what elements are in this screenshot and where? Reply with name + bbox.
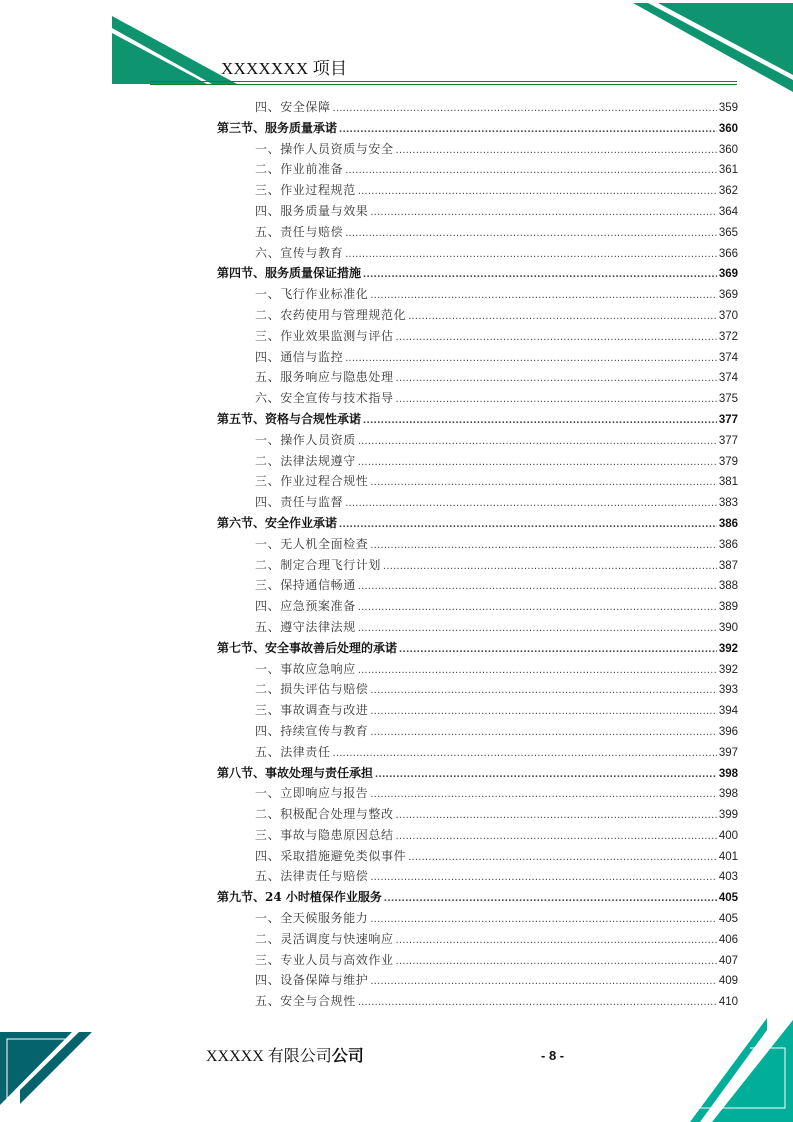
toc-subsection-entry[interactable] — [217, 908, 738, 929]
toc-subsection-entry[interactable] — [217, 825, 738, 846]
toc-dot-leader — [370, 535, 716, 556]
toc-entry-page-number: 398 — [718, 788, 738, 801]
toc-entry-label: 第七节、安全事故善后处理的承诺 — [217, 640, 398, 655]
toc-subsection-entry[interactable] — [217, 367, 738, 388]
toc-entry-page-number: 407 — [718, 954, 738, 967]
toc-subsection-entry[interactable] — [217, 617, 738, 638]
toc-entry-label: 二、制定合理飞行计划 — [255, 557, 382, 572]
toc-entry-page-number: 377 — [718, 413, 738, 426]
toc-section-entry[interactable] — [217, 513, 738, 534]
header-left-triangle-decoration — [112, 16, 237, 84]
toc-entry-page-number: 392 — [718, 663, 738, 676]
toc-dot-leader — [396, 951, 717, 972]
toc-entry-label: 三、专业人员与高效作业 — [255, 952, 394, 967]
toc-section-entry[interactable] — [217, 409, 738, 430]
toc-subsection-entry[interactable] — [217, 742, 738, 763]
toc-entry-page-number: 360 — [718, 143, 738, 156]
toc-entry-page-number: 390 — [718, 621, 738, 634]
toc-entry-label: 二、农药使用与管理规范化 — [255, 307, 407, 322]
toc-entry-page-number: 399 — [718, 809, 738, 822]
company-name-bold: 公司 — [331, 1046, 364, 1065]
toc-subsection-entry[interactable] — [217, 471, 738, 492]
toc-entry-page-number: 401 — [718, 850, 738, 863]
toc-subsection-entry[interactable] — [217, 326, 738, 347]
toc-subsection-entry[interactable] — [217, 700, 738, 721]
toc-dot-leader — [333, 98, 717, 119]
toc-dot-leader — [358, 576, 717, 597]
toc-entry-page-number: 400 — [718, 829, 738, 842]
toc-dot-leader — [408, 847, 717, 868]
footer-right-triangle-decoration — [690, 1018, 793, 1122]
toc-entry-page-number: 389 — [718, 601, 738, 614]
toc-entry-label: 一、飞行作业标准化 — [255, 287, 369, 302]
toc-entry-label: 一、立即响应与报告 — [255, 786, 369, 801]
toc-entry-label: 二、灵活调度与快速响应 — [255, 931, 394, 946]
toc-section-entry[interactable] — [217, 763, 738, 784]
toc-dot-leader — [370, 722, 716, 743]
toc-dot-leader — [384, 888, 717, 909]
toc-entry-page-number: 387 — [718, 559, 738, 572]
toc-entry-page-number: 366 — [718, 247, 738, 260]
toc-entry-page-number: 396 — [718, 725, 738, 738]
toc-entry-label: 三、事故调查与改进 — [255, 703, 369, 718]
toc-entry-label: 四、设备保障与维护 — [255, 973, 369, 988]
toc-dot-leader — [396, 826, 717, 847]
toc-subsection-entry[interactable] — [217, 679, 738, 700]
toc-entry-page-number: 383 — [718, 497, 738, 510]
toc-entry-page-number: 379 — [718, 455, 738, 468]
toc-dot-leader — [370, 202, 716, 223]
toc-dot-leader — [358, 618, 717, 639]
toc-dot-leader — [370, 701, 716, 722]
toc-entry-page-number: 377 — [718, 434, 738, 447]
toc-section-entry[interactable] — [217, 263, 738, 284]
toc-dot-leader — [363, 264, 717, 285]
toc-entry-label: 六、宣传与教育 — [255, 245, 344, 260]
toc-dot-leader — [358, 992, 717, 1013]
company-name-prefix: XXXXX 有限公司 — [206, 1048, 332, 1065]
toc-dot-leader — [370, 285, 716, 306]
toc-subsection-entry[interactable] — [217, 139, 738, 160]
toc-subsection-entry[interactable] — [217, 555, 738, 576]
toc-dot-leader — [363, 410, 717, 431]
toc-entry-label: 第六节、安全作业承诺 — [217, 515, 338, 530]
footer-left-triangle-decoration — [0, 1032, 95, 1107]
toc-subsection-entry[interactable] — [217, 929, 738, 950]
toc-subsection-entry[interactable] — [217, 970, 738, 991]
toc-entry-label: 四、持续宣传与教育 — [255, 723, 369, 738]
toc-subsection-entry[interactable] — [217, 97, 738, 118]
toc-entry-label: 三、作业过程合规性 — [255, 474, 369, 489]
toc-entry-label: 二、积极配合处理与整改 — [255, 807, 394, 822]
toc-dot-leader — [370, 784, 716, 805]
toc-entry-label: 二、损失评估与赔偿 — [255, 682, 369, 697]
toc-subsection-entry[interactable] — [217, 659, 738, 680]
toc-dot-leader — [345, 223, 717, 244]
toc-entry-page-number: 374 — [718, 351, 738, 364]
toc-dot-leader — [358, 431, 717, 452]
toc-dot-leader — [358, 181, 717, 202]
toc-subsection-entry[interactable] — [217, 305, 738, 326]
toc-subsection-entry[interactable] — [217, 347, 738, 368]
toc-dot-leader — [358, 452, 717, 473]
toc-entry-page-number: 375 — [718, 393, 738, 406]
toc-entry-label: 五、安全与合规性 — [255, 994, 356, 1009]
toc-entry-page-number: 364 — [718, 205, 738, 218]
toc-entry-page-number: 397 — [718, 746, 738, 759]
toc-dot-leader — [370, 680, 716, 701]
header-rule — [150, 81, 737, 85]
project-title: XXXXXXX 项目 — [221, 59, 348, 78]
toc-dot-leader — [396, 327, 717, 348]
toc-entry-label: 一、操作人员资质 — [255, 432, 356, 447]
toc-subsection-entry[interactable] — [217, 846, 738, 867]
toc-entry-page-number: 410 — [718, 996, 738, 1009]
toc-entry-label: 五、服务响应与隐患处理 — [255, 370, 394, 385]
toc-entry-label: 四、服务质量与效果 — [255, 203, 369, 218]
toc-dot-leader — [370, 472, 716, 493]
toc-entry-label: 一、操作人员资质与安全 — [255, 141, 394, 156]
toc-subsection-entry[interactable] — [217, 991, 738, 1012]
toc-entry-label: 四、采取措施避免类似事件 — [255, 848, 407, 863]
toc-entry-label: 四、安全保障 — [255, 100, 331, 114]
toc-subsection-entry[interactable] — [217, 950, 738, 971]
toc-entry-page-number: 403 — [718, 871, 738, 884]
toc-entry-label: 一、全天候服务能力 — [255, 911, 369, 926]
toc-subsection-entry[interactable] — [217, 222, 738, 243]
header-right-triangle-decoration — [630, 0, 793, 92]
toc-entry-label: 二、法律法规遵守 — [255, 453, 356, 468]
toc-entry-page-number: 372 — [718, 330, 738, 343]
toc-subsection-entry[interactable] — [217, 284, 738, 305]
toc-entry-page-number: 374 — [718, 372, 738, 385]
toc-entry-label: 六、安全宣传与技术指导 — [255, 391, 394, 406]
toc-subsection-entry[interactable] — [217, 180, 738, 201]
toc-entry-label: 五、责任与赔偿 — [255, 224, 344, 239]
toc-subsection-entry[interactable] — [217, 243, 738, 264]
toc-dot-leader — [370, 867, 716, 888]
toc-section-entry[interactable] — [217, 638, 738, 659]
toc-entry-label: 四、责任与监督 — [255, 495, 344, 510]
toc-subsection-entry[interactable] — [217, 866, 738, 887]
toc-entry-label: 三、作业过程规范 — [255, 183, 356, 198]
toc-entry-page-number: 394 — [718, 705, 738, 718]
toc-dot-leader — [345, 493, 717, 514]
toc-entry-label: 第八节、事故处理与责任承担 — [217, 765, 374, 780]
toc-entry-label: 四、通信与监控 — [255, 349, 344, 364]
toc-entry-page-number: 369 — [718, 268, 738, 281]
toc-entry-label: 一、无人机全面检查 — [255, 536, 369, 551]
toc-entry-label: 三、保持通信畅通 — [255, 578, 356, 593]
toc-entry-label: 一、事故应急响应 — [255, 661, 356, 676]
toc-subsection-entry[interactable] — [217, 575, 738, 596]
toc-subsection-entry[interactable] — [217, 596, 738, 617]
page-number: - 8 - — [541, 1048, 565, 1063]
toc-dot-leader — [396, 140, 717, 161]
toc-dot-leader — [358, 597, 717, 618]
toc-entry-page-number: 405 — [718, 892, 738, 905]
toc-subsection-entry[interactable] — [217, 451, 738, 472]
toc-entry-label: 五、法律责任 — [255, 744, 331, 759]
toc-entry-page-number: 388 — [718, 580, 738, 593]
toc-dot-leader — [345, 244, 717, 265]
toc-entry-label: 三、事故与隐患原因总结 — [255, 827, 394, 842]
toc-dot-leader — [396, 930, 717, 951]
toc-dot-leader — [370, 971, 716, 992]
toc-dot-leader — [396, 368, 717, 389]
toc-dot-leader — [399, 639, 717, 660]
toc-section-entry[interactable] — [217, 118, 738, 139]
toc-entry-page-number: 361 — [718, 164, 738, 177]
toc-dot-leader — [383, 556, 717, 577]
toc-dot-leader — [396, 389, 717, 410]
toc-dot-leader — [345, 160, 717, 181]
toc-entry-page-number: 405 — [718, 913, 738, 926]
toc-entry-label: 第四节、服务质量保证措施 — [217, 266, 362, 281]
toc-subsection-entry[interactable] — [217, 534, 738, 555]
toc-entry-label: 五、遵守法律法规 — [255, 619, 356, 634]
toc-subsection-entry[interactable] — [217, 783, 738, 804]
toc-entry-page-number: 393 — [718, 684, 738, 697]
toc-entry-page-number: 360 — [718, 122, 738, 135]
toc-entry-label: 五、法律责任与赔偿 — [255, 869, 369, 884]
toc-subsection-entry[interactable] — [217, 159, 738, 180]
toc-dot-leader — [345, 348, 717, 369]
toc-dot-leader — [358, 660, 717, 681]
toc-subsection-entry[interactable] — [217, 201, 738, 222]
toc-subsection-entry[interactable] — [217, 430, 738, 451]
toc-entry-page-number: 365 — [718, 226, 738, 239]
toc-entry-page-number: 409 — [718, 975, 738, 988]
toc-entry-page-number: 370 — [718, 309, 738, 322]
toc-dot-leader — [333, 743, 717, 764]
toc-section-entry[interactable] — [217, 887, 738, 908]
toc-subsection-entry[interactable] — [217, 721, 738, 742]
toc-subsection-entry[interactable] — [217, 388, 738, 409]
toc-entry-page-number: 398 — [718, 767, 738, 780]
toc-entry-page-number: 386 — [718, 538, 738, 551]
toc-entry-page-number: 392 — [718, 642, 738, 655]
toc-entry-page-number: 386 — [718, 517, 738, 530]
toc-entry-label: 二、作业前准备 — [255, 162, 344, 177]
toc-subsection-entry[interactable] — [217, 492, 738, 513]
toc-dot-leader — [408, 306, 717, 327]
company-name — [206, 1043, 364, 1066]
toc-entry-label: 第五节、资格与合规性承诺 — [217, 411, 362, 426]
toc-dot-leader — [375, 764, 717, 785]
table-of-contents — [217, 97, 738, 1012]
toc-entry-page-number: 359 — [718, 102, 738, 114]
toc-dot-leader — [370, 909, 716, 930]
toc-entry-page-number: 381 — [718, 476, 738, 489]
toc-entry-label: 四、应急预案准备 — [255, 599, 356, 614]
toc-dot-leader — [396, 805, 717, 826]
toc-entry-page-number: 362 — [718, 185, 738, 198]
toc-entry-page-number: 369 — [718, 289, 738, 302]
toc-entry-label: 三、作业效果监测与评估 — [255, 328, 394, 343]
toc-dot-leader — [339, 514, 717, 535]
toc-entry-label: 第三节、服务质量承诺 — [217, 120, 338, 135]
toc-entry-label: 第九节、24 小时植保作业服务 — [217, 890, 382, 905]
toc-subsection-entry[interactable] — [217, 804, 738, 825]
toc-entry-page-number: 406 — [718, 933, 738, 946]
toc-dot-leader — [339, 119, 717, 140]
